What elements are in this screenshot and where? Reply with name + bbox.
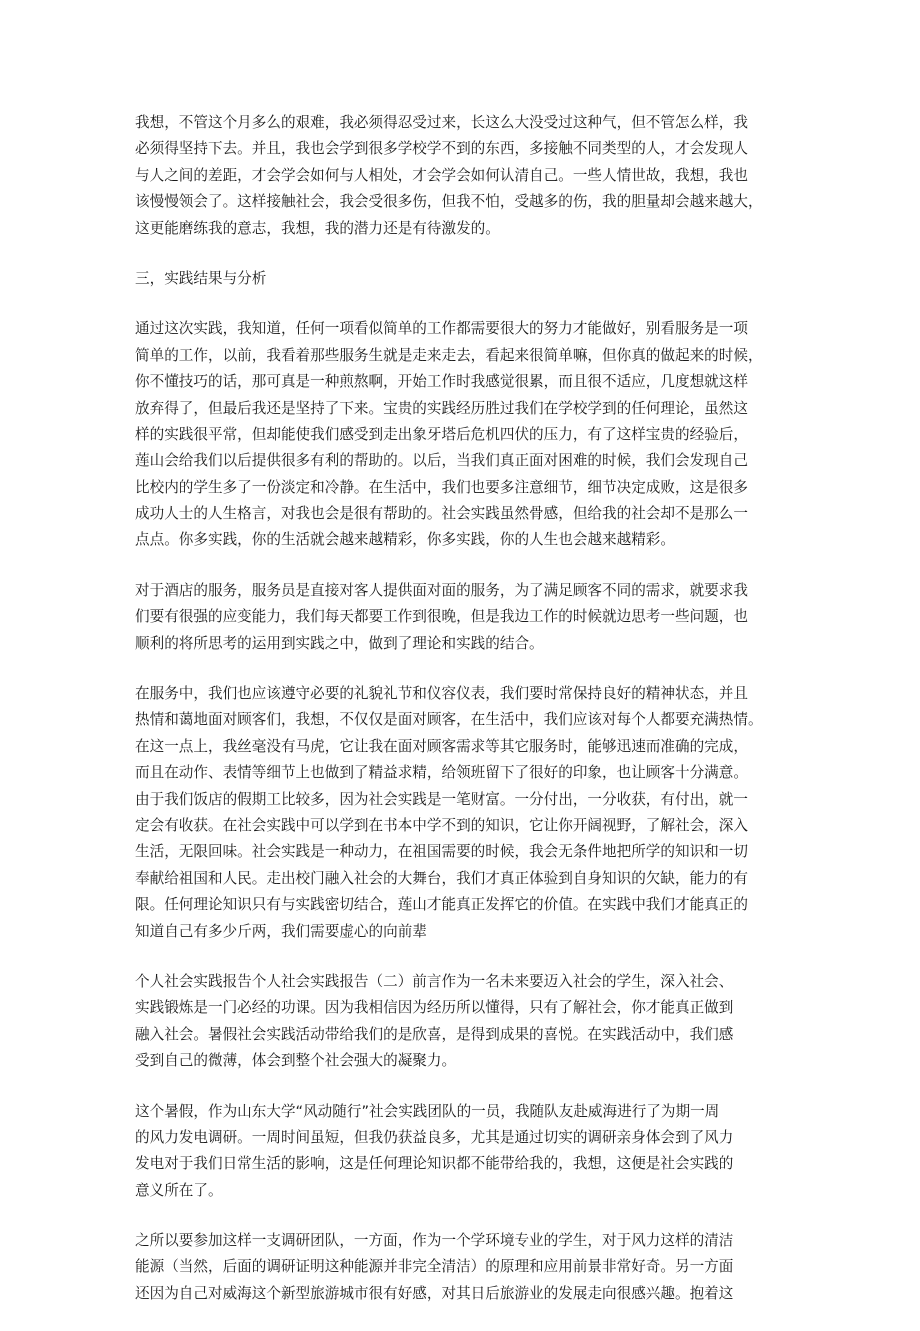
text-line: 简单的工作，以前，我看着那些服务生就是走来走去，看起来很简单嘛，但你真的做起来的时候， (135, 346, 763, 364)
text-line: 们要有很强的应变能力，我们每天都要工作到很晚，但是我边工作的时候就边思考一些问题，也 (135, 608, 748, 626)
text-line: 顺利的将所思考的运用到实践之中，做到了理论和实践的结合。 (135, 634, 544, 652)
text-line: 热情和蔼地面对顾客们，我想，不仅仅是面对顾客，在生活中，我们应该对每个人都要充满热情。 (135, 711, 763, 729)
text-line: 成功人士的人生格言，对我也会是很有帮助的。社会实践虽然骨感，但给我的社会却不是那么一 (135, 505, 748, 523)
text-line: 样的实践很平常，但却能使我们感受到走出象牙塔后危机四伏的压力，有了这样宝贵的经验后， (135, 425, 748, 443)
text-line: 在这一点上，我丝毫没有马虎，它让我在面对顾客需求等其它服务时，能够迅速而准确的完成， (135, 737, 748, 755)
text-line: 融入社会。暑假社会实践活动带给我们的是欣喜，是得到成果的喜悦。在实践活动中，我们感 (135, 1025, 734, 1043)
heading-text: 三，实践结果与分析 (135, 269, 267, 287)
text-line: 奉献给祖国和人民。走出校门融入社会的大舞台，我们才真正体验到自身知识的欠缺，能力的有 (135, 869, 748, 887)
section-heading (135, 266, 795, 292)
text-line: 由于我们饭店的假期工比较多，因为社会实践是一笔财富。一分付出，一分收获，有付出，就一 (135, 790, 748, 808)
text-line: 这个暑假，作为山东大学“风动随行”社会实践团队的一员，我随队友赴威海进行了为期一周 (135, 1102, 720, 1120)
text-line: 你不懂技巧的话，那可真是一种煎熬啊，开始工作时我感觉很累，而且很不适应，几度想就这样 (135, 373, 748, 391)
text-line: 之所以要参加这样一支调研团队，一方面，作为一个学环境专业的学生，对于风力这样的清洁 (135, 1232, 734, 1250)
text-line: 我想，不管这个月多么的艰难，我必须得忍受过来，长这么大没受过这种气，但不管怎么样，我 (135, 114, 748, 131)
text-line: 知道自己有多少斤两，我们需要虚心的向前辈 (135, 922, 427, 940)
text-line: 对于酒店的服务，服务员是直接对客人提供面对面的服务，为了满足顾客不同的需求，就要求我 (135, 581, 748, 599)
text-line: 点点。你多实践，你的生活就会越来越精彩，你多实践，你的人生也会越来越精彩。 (135, 531, 675, 549)
paragraph-6 (135, 969, 795, 1075)
text-line: 莲山会给我们以后提供很多有利的帮助的。以后，当我们真正面对困难的时候，我们会发现自己 (135, 452, 748, 470)
text-line: 能源（当然，后面的调研证明这种能源并非完全清洁）的原理和应用前景非常好奇。另一方面 (135, 1258, 734, 1276)
paragraph-3 (135, 316, 795, 554)
text-line: 实践锻炼是一门必经的功课。因为我相信因为经历所以懂得，只有了解社会，你才能真正做到 (135, 999, 734, 1017)
text-line: 该慢慢领会了。这样接触社会，我会受很多伤，但我不怕，受越多的伤，我的胆量却会越来越大， (135, 193, 763, 211)
paragraph-5 (135, 681, 795, 945)
text-line: 生活，无限回味。社会实践是一种动力，在祖国需要的时候，我会无条件地把所学的知识和一切 (135, 843, 748, 861)
text-line: 比校内的学生多了一份淡定和冷静。在生活中，我们也要多注意细节，细节决定成败，这是很多 (135, 478, 748, 496)
text-line: 通过这次实践，我知道，任何一项看似简单的工作都需要很大的努力才能做好，别看服务是一项 (135, 320, 748, 338)
text-line: 与人之间的差距，才会学会如何与人相处，才会学会如何认清自己。一些人情世故，我想，我也 (135, 166, 748, 184)
text-line: 受到自己的微薄，体会到整个社会强大的凝聚力。 (135, 1052, 457, 1070)
text-line: 的风力发电调研。一周时间虽短，但我仍获益良多，尤其是通过切实的调研亲身体会到了风力 (135, 1128, 734, 1146)
paragraph-4 (135, 578, 795, 657)
text-line: 这更能磨练我的意志，我想，我的潜力还是有待激发的。 (135, 219, 500, 237)
document-body (135, 110, 795, 1331)
paragraph-8 (135, 1228, 795, 1307)
text-line: 定会有收获。在社会实践中可以学到在书本中学不到的知识，它让你开阔视野，了解社会，深入 (135, 816, 748, 834)
text-line: 个人社会实践报告个人社会实践报告（二）前言作为一名未来要迈入社会的学生，深入社会、 (135, 972, 734, 990)
text-line: 必须得坚持下去。并且，我也会学到很多学校学不到的东西，多接触不同类型的人，才会发现人 (135, 140, 748, 158)
text-line: 放弃得了，但最后我还是坚持了下来。宝贵的实践经历胜过我们在学校学到的任何理论，虽然这 (135, 399, 748, 417)
text-line: 发电对于我们日常生活的影响，这是任何理论知识都不能带给我的，我想，这便是社会实践的 (135, 1155, 734, 1173)
paragraph-1 (135, 110, 795, 242)
text-line: 在服务中，我们也应该遵守必要的礼貌礼节和仪容仪表，我们要时常保持良好的精神状态，并且 (135, 685, 748, 703)
paragraph-7 (135, 1099, 795, 1205)
text-line: 还因为自己对威海这个新型旅游城市很有好感，对其日后旅游业的发展走向很感兴趣。抱着这 (135, 1284, 734, 1302)
text-line: 而且在动作、表情等细节上也做到了精益求精，给领班留下了很好的印象，也让顾客十分满意。 (135, 764, 748, 782)
text-line: 限。任何理论知识只有与实践密切结合，莲山才能真正发挥它的价值。在实践中我们才能真正的 (135, 896, 748, 914)
text-line: 意义所在了。 (135, 1181, 223, 1199)
